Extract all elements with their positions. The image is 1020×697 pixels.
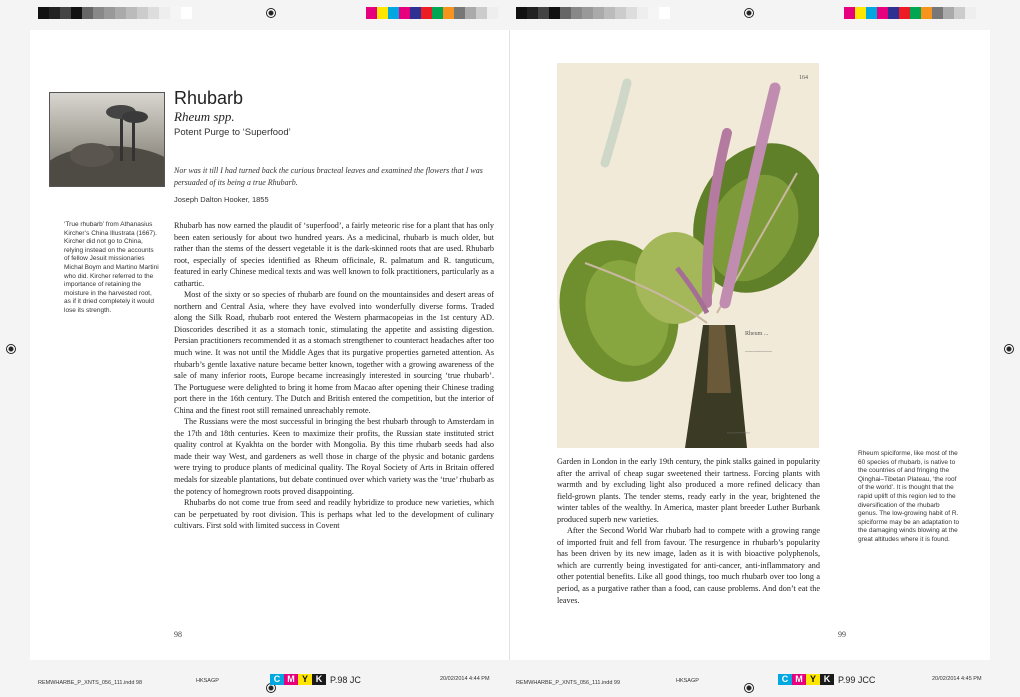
svg-text:~~~~~~~~~~: ~~~~~~~~~~ [745,350,773,355]
plate-number: 164 [799,75,808,81]
paragraph: Most of the sixty or so species of rhubarb are found on the mountainsides and desert areas of northern and Central Asia, where they have evolved into wonderfully diverse forms. Traded along the Silk Road, rhubarb root entered the Western pharmacopeias in the 1st century AD. Dioscorides described it as a stomach tonic, stimulating the appetite and assisting digestion. Persian practitioners recommended it as a stomach strengthener to counteract headaches after too much wine. It was not until the Middle Ages that its purgative properties garneted attention. As rhubarb’s gentle laxative nature became better known, together with a growing awareness of the sale of many inferior roots, Europe became increasingly interested in sourcing ‘true rhubarb’. The Portuguese were delighted to bring it home from Macao after opening their Chinese trading port there in the 16th century. The Dutch and British entered the competition, but the interior of China and the finest root still remained unreachably remote. [174,290,494,415]
latin-name: Rheum spp. [174,109,235,124]
engraving-caption: ‘True rhubarb’ from Athanasius Kircher’s China Illustrata (1667). Kircher did not go to China, relying instead on the accounts of fellow Jesuit missionaries Michał Boym and Martino Martini who did. Kircher referred to the importance of retaining the moisture in the harvested root, as if it dried completely it would lose its strength. [64,221,159,314]
svg-text:~~~~~~~: ~~~~~~~ [727,431,750,437]
slug-file-left: REMWHARBE_P_XNTS_056_111.indd 98 [38,680,143,686]
slug-date-left: 20/02/2014 4:44 PM [440,676,490,682]
paragraph: After the Second World War rhubarb had to compete with a growing range of imported fruit and fell from favour. The resurgence in rhubarb’s popularity has been driven by its new image, laden as it is with bioactive polyphenols, which are currently being investigated for anti-cancer, anti-inflammatory and other potential benefits. Like all good things, too much rhubarb over too long a period, as a purgative rather than a food, can cause problems. And don’t eat the leaves. [557,526,820,605]
cmyk-strip-right: C M Y K [778,674,834,685]
chapter-subtitle: Potent Purge to ‘Superfood’ [174,127,291,138]
epigraph-author: Joseph Dalton Hooker, 1855 [174,195,269,204]
registration-mark-icon [744,8,754,18]
illustration-caption: Rheum spiciforme, like most of the 60 species of rhubarb, is native to the countries of and fringing the Qinghai–Tibetan Plateau, ‘the roof of the world’. It is thought that the rapid uplift of this region led to the diversification of the rhubarb genus. The low-growing habit of R. spiciforme may be an adaptation to the damaging winds blowing at the great altitudes where it is found. [858,450,960,543]
registration-mark-icon [6,344,16,354]
body-text-left [174,220,494,532]
page-number: 98 [174,630,182,639]
kircher-engraving [49,92,165,187]
paragraph: Garden in London in the early 19th century, the pink stalks gained in popularity after the arrival of cheap sugar sweetened their tartness. Forcing plants with warmth and by excluding light also produced a more refined delicacy than field-grown plants. The tender stems, ready early in the year, brightened the winter tables of the wealthy. In America, master plant breeder Luther Burbank produced superb new varieties. [557,457,820,524]
body-text-right [557,456,820,606]
slug-date-right: 20/02/2014 4:45 PM [932,676,982,682]
slug-proof-left: P.98 JC [330,675,361,685]
slug-proof-right: P.99 JCC [838,675,876,685]
gutter [509,30,510,660]
paragraph: Rhubarbs do not come true from seed and readily hybridize to produce new varieties, which can be perpetuated by root division. This is perhaps what led to the development of culinary cultivars. First sold with limited success in Covent [174,498,494,531]
color-bar-left [38,7,192,19]
registration-mark-icon [266,8,276,18]
page-title: Rhubarb [174,88,244,108]
slug-file-right: REMWHARBE_P_XNTS_056_111.indd 99 [516,680,621,686]
cmyk-strip-left: C M Y K [270,674,326,685]
color-bar-left-process [366,7,498,19]
slug-job-left: HKSAGP [196,678,219,684]
color-bar-right-process [844,7,976,19]
svg-text:Rheum ...: Rheum ... [745,331,769,337]
registration-mark-icon [744,683,754,693]
epigraph-quote: Nor was it till I had turned back the curious bracteal leaves and examined the flowers that I was persuaded of its being a true Rhubarb. [174,166,483,187]
slug-job-right: HKSAGP [676,678,699,684]
paragraph: The Russians were the most successful in bringing the best rhubarb through to Amsterdam in the 17th and 18th centuries. Keen to maximize their profits, the Russian state instituted strict quality control at Kyakhta on the border with Mongolia. By this time rhubarb seeds had also made their way West, and gardeners as well those in charge of the physic and botanic gardens were trying to produce plants of medicinal quality. The Royal Society of Arts in Britain offered medals for sizeable plantations, but debate continued over which variety was the ‘true’ rhubarb as the potency of homegrown roots proved disappointing. [174,417,494,496]
registration-mark-icon [1004,344,1014,354]
paragraph: Rhubarb has now earned the plaudit of ‘superfood’, a fairly meteoric rise for a plant that has only been eaten seriously for about two hundred years. As a medicinal, rhubarb is much older, but rather than the stems of the dessert vegetable it is the dark-skinned roots that are used. Rhubarb root, especially of species identified as Rheum officinale, R. palmatum and R. tanguticum, featured in early Chinese medical texts and was well known to folk practitioners, particularly as a cathartic. [174,221,494,288]
color-bar-right [516,7,670,19]
page-number: 99 [838,630,846,639]
rheum-spiciforme-illustration [557,63,819,448]
